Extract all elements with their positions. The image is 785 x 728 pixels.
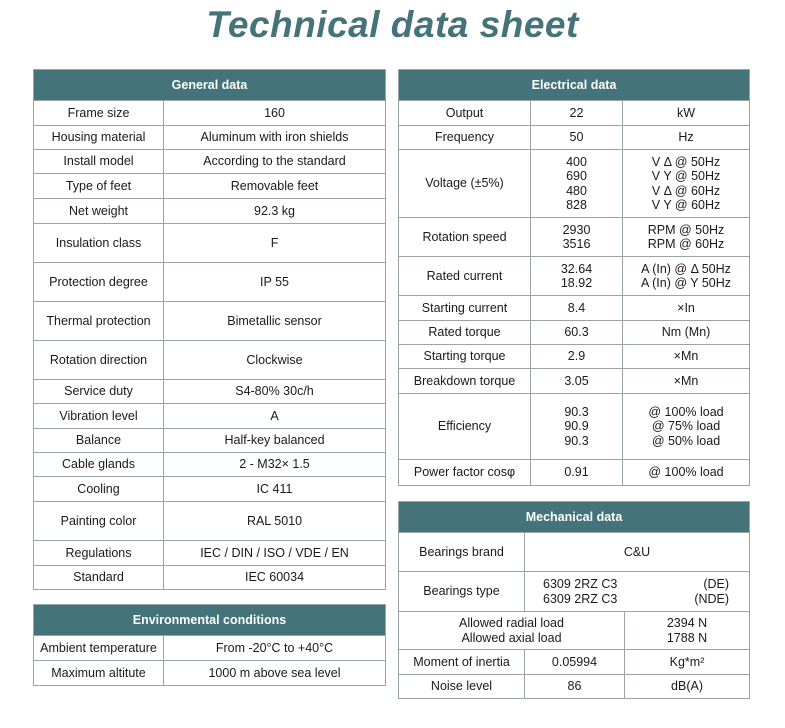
table-row: Rated current 32.64 18.92 A (In) @ Δ 50Hz A (In) @ Y 50Hz (399, 257, 750, 296)
table-row: Vibration level A (34, 404, 386, 429)
table-row: Bearings brand C&U (399, 533, 750, 572)
table-row: Protection degree IP 55 (34, 263, 386, 302)
table-row: Install model According to the standard (34, 150, 386, 174)
table-row: Cable glands 2 - M32× 1.5 (34, 453, 386, 477)
table-row: Power factor cosφ 0.91 @ 100% load (399, 460, 750, 486)
table-row: Thermal protection Bimetallic sensor (34, 302, 386, 341)
table-row: Output 22 kW (399, 101, 750, 126)
table-row: Insulation class F (34, 224, 386, 263)
electrical-data-table (398, 69, 750, 486)
table-row: Service duty S4-80% 30c/h (34, 380, 386, 404)
table-row: Net weight 92.3 kg (34, 199, 386, 224)
table-row: Frame size 160 (34, 101, 386, 126)
table-row: Moment of inertia 0.05994 Kg*m² (399, 650, 750, 675)
table-row: Rotation speed 2930 3516 RPM @ 50Hz RPM @ 60Hz (399, 218, 750, 257)
table-row: Starting torque 2.9 ×Mn (399, 345, 750, 369)
table-row: Ambient temperature From -20°C to +40°C (34, 636, 386, 661)
table-row: Voltage (±5%) 400 690 480 828 V Δ @ 50Hz V Y @ 50Hz V Δ @ 60Hz V Y @ 60Hz (399, 150, 750, 218)
table-row: Noise level 86 dB(A) (399, 675, 750, 699)
page-title: Technical data sheet (206, 4, 579, 45)
table-row: Regulations IEC / DIN / ISO / VDE / EN (34, 541, 386, 566)
environment-header: Environmental conditions (34, 605, 386, 636)
table-row: Frequency 50 Hz (399, 126, 750, 150)
mechanical-data-table (398, 501, 750, 699)
environment-table (33, 604, 386, 686)
table-row: Painting color RAL 5010 (34, 502, 386, 541)
mechanical-data-header: Mechanical data (399, 502, 750, 533)
table-row: Bearings type 6309 2RZ C3 (DE) 6309 2RZ C3 (NDE) (399, 572, 750, 612)
table-row: Balance Half-key balanced (34, 429, 386, 453)
table-row: Rotation direction Clockwise (34, 341, 386, 380)
electrical-data-header: Electrical data (399, 70, 750, 101)
general-data-header: General data (34, 70, 386, 101)
table-row: Housing material Aluminum with iron shields (34, 126, 386, 150)
table-row: Cooling IC 411 (34, 477, 386, 502)
table-row: Efficiency 90.3 90.9 90.3 @ 100% load @ 75% load @ 50% load (399, 394, 750, 460)
table-row: Standard IEC 60034 (34, 566, 386, 590)
table-row: Type of feet Removable feet (34, 174, 386, 199)
table-row: Rated torque 60.3 Nm (Mn) (399, 321, 750, 345)
general-data-table (33, 69, 386, 590)
table-row: Allowed radial load Allowed axial load 2394 N 1788 N (399, 612, 750, 650)
table-row: Maximum altitute 1000 m above sea level (34, 661, 386, 686)
table-row: Breakdown torque 3.05 ×Mn (399, 369, 750, 394)
table-row: Starting current 8.4 ×In (399, 296, 750, 321)
